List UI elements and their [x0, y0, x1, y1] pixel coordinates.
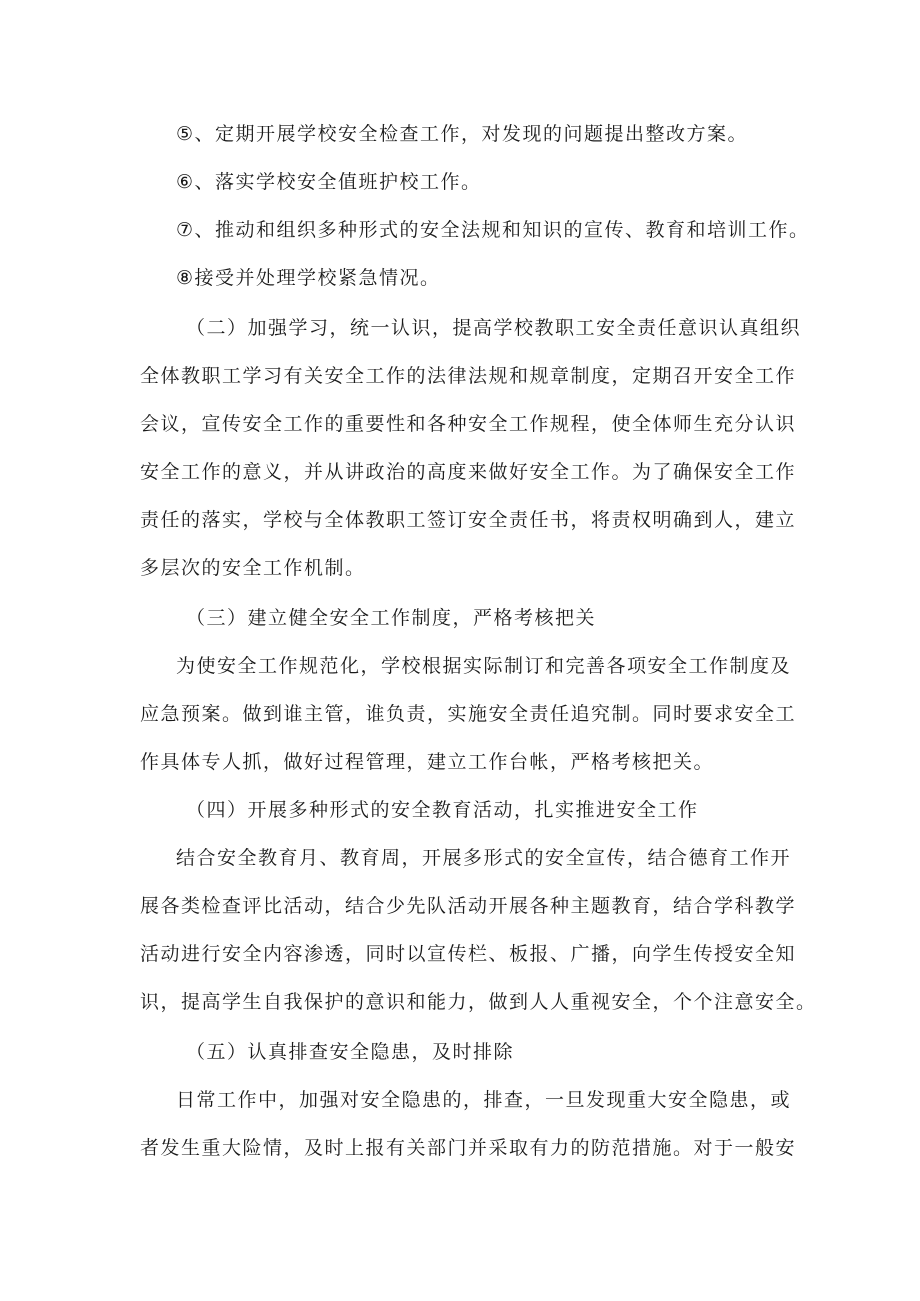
- text-line: 作具体专人抓，做好过程管理，建立工作台帐，严格考核把关。: [140, 751, 715, 773]
- text-line: 者发生重大险情，及时上报有关部门并采取有力的防范措施。对于一般安: [140, 1137, 797, 1159]
- text-line: 结合安全教育月、教育周，开展多形式的安全宣传，结合德育工作开: [176, 847, 792, 869]
- text-line: 安全工作的意义，并从讲政治的高度来做好安全工作。为了确保安全工作: [140, 461, 797, 483]
- text-line: 识，提高学生自我保护的意识和能力，做到人人重视安全，个个注意安全。: [140, 991, 817, 1013]
- section-heading: （五）认真排查安全隐患，及时排除: [186, 1041, 515, 1063]
- text-line: ⑤、定期开展学校安全检查工作，对发现的问题提出整改方案。: [176, 123, 749, 145]
- text-line: 为使安全工作规范化，学校根据实际制订和完善各项安全工作制度及: [176, 655, 792, 677]
- text-line: ⑦、推动和组织多种形式的安全法规和知识的宣传、教育和培训工作。: [176, 219, 810, 241]
- text-line: 展各类检查评比活动，结合少先队活动开展各种主题教育，结合学科教学: [140, 895, 797, 917]
- text-line: 活动进行安全内容渗透，同时以宣传栏、板报、广播，向学生传授安全知: [140, 943, 797, 965]
- text-line: 日常工作中，加强对安全隐患的，排查，一旦发现重大安全隐患，或: [176, 1089, 792, 1111]
- text-line: 多层次的安全工作机制。: [140, 557, 366, 579]
- text-line: 责任的落实，学校与全体教职工签订安全责任书，将责权明确到人，建立: [140, 509, 797, 531]
- section-heading: （三）建立健全安全工作制度，严格考核把关: [186, 607, 597, 629]
- text-line: ⑥、落实学校安全值班护校工作。: [176, 171, 482, 193]
- section-heading: （四）开展多种形式的安全教育活动，扎实推进安全工作: [186, 799, 699, 821]
- text-line: ⑧接受并处理学校紧急情况。: [176, 267, 441, 289]
- section-heading: （二）加强学习，统一认识，提高学校教职工安全责任意识认真组织: [186, 317, 802, 339]
- text-line: 应急预案。做到谁主管，谁负责，实施安全责任追究制。同时要求安全工: [140, 703, 797, 725]
- text-line: 会议，宣传安全工作的重要性和各种安全工作规程，使全体师生充分认识: [140, 413, 797, 435]
- text-line: 全体教职工学习有关安全工作的法律法规和规章制度，定期召开安全工作: [140, 365, 797, 387]
